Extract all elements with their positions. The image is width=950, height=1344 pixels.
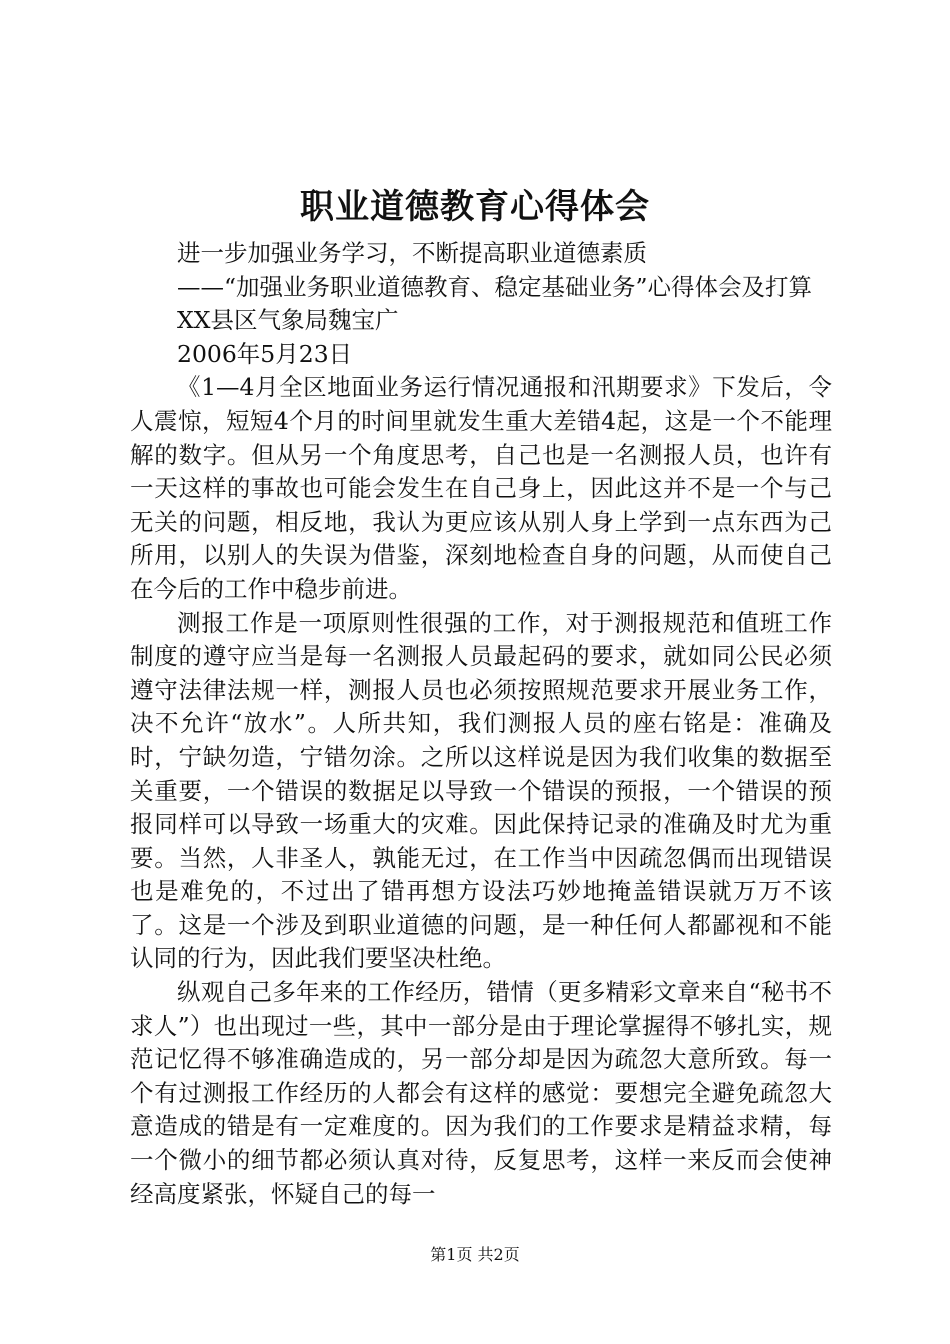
subtitle-line: ——“加强业务职业道德教育、稳定基础业务”心得体会及打算 <box>177 272 813 301</box>
paragraph: 《1—4月全区地面业务运行情况通报和汛期要求》下发后，令人震惊，短短4个月的时间里就发生重大差错4起，这是一个不能理解的数字。但从另一个角度思考，自己也是一名测报人员，也许有一天这样的事故也可能会发生在自己身上，因此这并不是一个与己无关的问题，相反地，我认为更应该从别人身上学到一点东西为己所用，以别人的失误为借鉴，深刻地检查自身的问题，从而使自己在今后的工作中稳步前进。 <box>130 373 832 603</box>
subtitle-line: 进一步加强业务学习，不断提高职业道德素质 <box>177 239 647 267</box>
paragraph: 测报工作是一项原则性很强的工作，对于测报规范和值班工作制度的遵守应当是每一名测报人员最起码的要求，就如同公民必须遵守法律法规一样，测报人员也必须按照规范要求开展业务工作，决不允许“放水”。人所共知，我们测报人员的座右铭是：准确及时，宁缺勿造，宁错勿涂。之所以这样说是因为我们收集的数据至关重要，一个错误的数据足以导致一个错误的预报，一个错误的预报同样可以导致一场重大的灾难。因此保持记录的准确及时尤为重要。当然，人非圣人，孰能无过，在工作当中因疏忽偶而出现错误也是难免的，不过出了错再想方设法巧妙地掩盖错误就万万不该了。这是一个涉及到职业道德的问题，是一种任何人都鄙视和不能认同的行为，因此我们要坚决杜绝。 <box>130 608 832 973</box>
author-line: XX县区气象局魏宝广 <box>177 306 399 335</box>
date-line: 2006年5月23日 <box>177 339 353 368</box>
document-title: 职业道德教育心得体会 <box>300 187 650 227</box>
paragraph: 纵观自己多年来的工作经历，错情（更多精彩文章来自“秘书不求人”）也出现过一些，其中一部分是由于理论掌握得不够扎实，规范记忆得不够准确造成的，另一部分却是因为疏忽大意所致。每一个有过测报工作经历的人都会有这样的感觉：要想完全避免疏忽大意造成的错是有一定难度的。因为我们的工作要求是精益求精，每一个微小的细节都必须认真对待，反复思考，这样一来反而会使神经高度紧张，怀疑自己的每一 <box>130 978 832 1208</box>
document-body <box>130 237 832 1211</box>
page-footer: 第1页 共2页 <box>430 1245 520 1264</box>
